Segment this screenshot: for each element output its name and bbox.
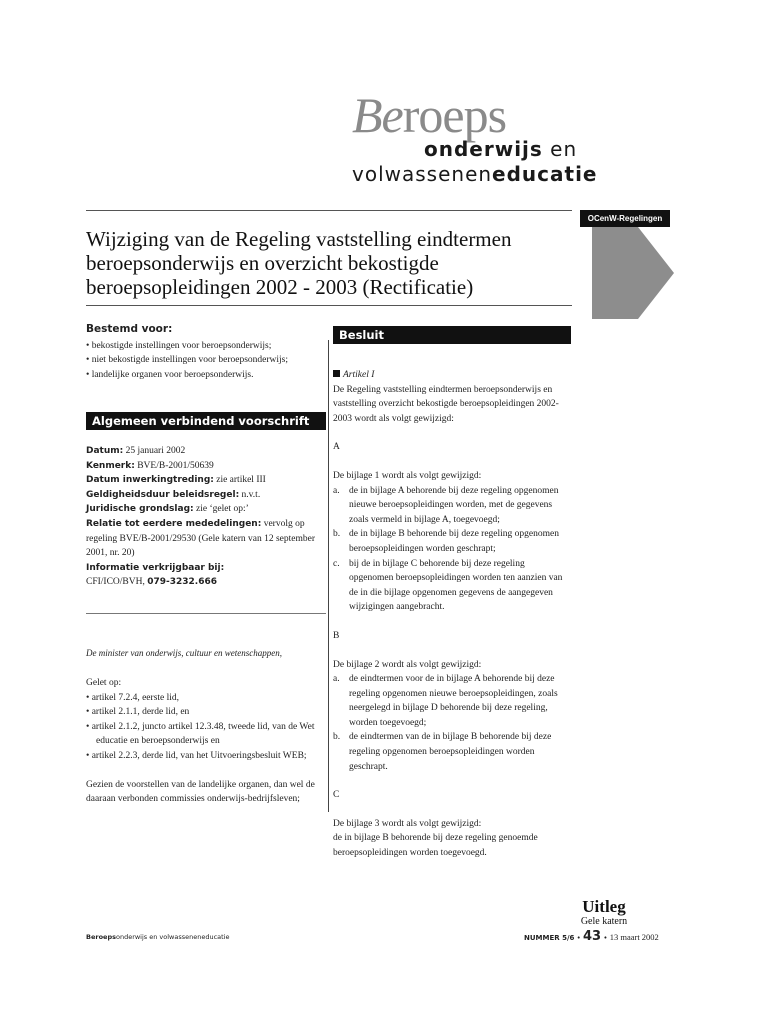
issue-date: 13 maart 2002 bbox=[609, 932, 659, 942]
bestemd-voor-label: Bestemd voor: bbox=[86, 323, 173, 335]
avv-header: Algemeen verbindend voorschrift bbox=[86, 412, 326, 430]
meta-geldigheidsduur: Geldigheidsduur beleidsregel: n.v.t. bbox=[86, 489, 261, 500]
meta-inwerkingtreding: Datum inwerkingtreding: zie artikel III bbox=[86, 475, 266, 486]
footer-issue-info: NUMMER 5/6 • 43 • 13 maart 2002 bbox=[524, 929, 659, 944]
top-rule bbox=[86, 210, 572, 211]
gelet-item: • artikel 2.2.3, derde lid, van het Uitvoeringsbesluit WEB; bbox=[86, 750, 307, 761]
gelet-op-block bbox=[86, 676, 326, 807]
page-title: Wijziging van de Regeling vaststelling eindtermen beroepsonderwijs en overzicht bekostigde beroepsopleidingen 2002 - 2003 (Rectificatie) bbox=[86, 227, 512, 299]
column-divider bbox=[328, 340, 329, 812]
meta-block bbox=[86, 444, 326, 590]
section-b-item: b. de eindtermen van de in bijlage B behorende bij deze regeling opgenomen beroepsopleidingen worden geschrapt. bbox=[333, 732, 552, 772]
meta-informatie: Informatie verkrijgbaar bij: bbox=[86, 562, 225, 573]
left-divider bbox=[86, 613, 326, 614]
gezien-text: Gezien de voorstellen van de landelijke organen, dan wel de daaraan verbonden commissies onderwijs-bedrijfsleven; bbox=[86, 779, 315, 805]
issue-number: NUMMER 5/6 bbox=[524, 934, 575, 942]
page-number: 43 bbox=[583, 929, 602, 944]
meta-datum: Datum: 25 januari 2002 bbox=[86, 446, 186, 456]
meta-kenmerk: Kenmerk: BVE/B-2001/50639 bbox=[86, 460, 214, 471]
section-a-intro: De bijlage 1 wordt als volgt gewijzigd: bbox=[333, 470, 482, 481]
meta-informatie-value: CFI/ICO/BVH, 079-3232.666 bbox=[86, 577, 218, 588]
section-a-item: c. bij de in bijlage C behorende bij deze regeling opgenomen beroepsopleidingen worden ten aanzien van de in die bijlage opgenomen gegevens de aangegeven wijzigingen aangebracht. bbox=[333, 558, 563, 613]
bestemd-item: • bekostigde instellingen voor beroepsonderwijs; bbox=[86, 340, 272, 351]
gele-katern-label: Gele katern bbox=[580, 916, 628, 927]
section-b-item: a. de eindtermen voor de in bijlage A behorende bij deze regeling opgenomen nieuwe beroepsopleidingen, zoals neergelegd in bijlage D behorende bij deze regeling, worden toegevoegd; bbox=[333, 674, 558, 728]
logo-beroeps: Beroeps bbox=[352, 87, 507, 143]
section-b-heading: B bbox=[333, 630, 340, 641]
gelet-op-label: Gelet op: bbox=[86, 678, 122, 688]
besluit-header: Besluit bbox=[333, 326, 571, 344]
section-c-intro: De bijlage 3 wordt als volgt gewijzigd: bbox=[333, 818, 482, 829]
logo-onderwijs-en: onderwijs en bbox=[424, 137, 578, 161]
footer-publication: Beroepsonderwijs en volwasseneneducatie bbox=[86, 933, 230, 941]
artikel-text: De Regeling vaststelling eindtermen beroepsonderwijs en vaststelling overzicht bekostigde beroepsopleidingen 2002-2003 wordt als volgt gewijzigd: bbox=[333, 384, 559, 424]
gelet-item: • artikel 7.2.4, eerste lid, bbox=[86, 692, 180, 703]
gelet-item: • artikel 2.1.2, juncto artikel 12.3.48, tweede lid, van de Wet educatie en beroepsonderwijs en bbox=[86, 721, 315, 747]
title-rule bbox=[86, 305, 572, 306]
uitleg-logo bbox=[574, 898, 634, 927]
artikel-heading: Artikel I bbox=[333, 368, 571, 383]
bestemd-voor-block bbox=[86, 322, 326, 382]
section-a-heading: A bbox=[333, 442, 340, 453]
meta-relatie: Relatie tot eerdere mededelingen: vervolg op regeling BVE/B-2001/29530 (Gele katern van 12 september 2001, nr. 20) bbox=[86, 518, 315, 559]
gelet-item: • artikel 2.1.1, derde lid, en bbox=[86, 707, 190, 718]
meta-grondslag: Juridische grondslag: zie ‘gelet op:’ bbox=[86, 504, 249, 515]
section-c-text: de in bijlage B behorende bij deze regeling genoemde beroepsopleidingen worden toegevoegd. bbox=[333, 833, 538, 859]
section-badge: OCenW-Regelingen bbox=[580, 210, 670, 227]
minister-line: De minister van onderwijs, cultuur en wetenschappen, bbox=[86, 648, 282, 658]
arrow-icon bbox=[592, 227, 674, 319]
uitleg-wordmark: Uitleg bbox=[582, 897, 626, 916]
section-c-heading: C bbox=[333, 790, 340, 801]
section-a-item: a. de in bijlage A behorende bij deze regeling opgenomen nieuwe beroepsopleidingen worden, met de gegevens zoals vermeld in bijlage A, toegevoegd; bbox=[333, 485, 559, 525]
section-a-item: b. de in bijlage B behorende bij deze regeling opgenomen beroepsopleidingen worden geschrapt; bbox=[333, 529, 559, 554]
section-b-intro: De bijlage 2 wordt als volgt gewijzigd: bbox=[333, 659, 482, 670]
bestemd-item: • landelijke organen voor beroepsonderwijs. bbox=[86, 369, 254, 380]
square-bullet-icon bbox=[333, 370, 340, 377]
bestemd-item: • niet bekostigde instellingen voor beroepsonderwijs; bbox=[86, 355, 288, 366]
besluit-block bbox=[333, 368, 571, 861]
logo-volwasseneneducatie: volwasseneneducatie bbox=[352, 162, 598, 186]
